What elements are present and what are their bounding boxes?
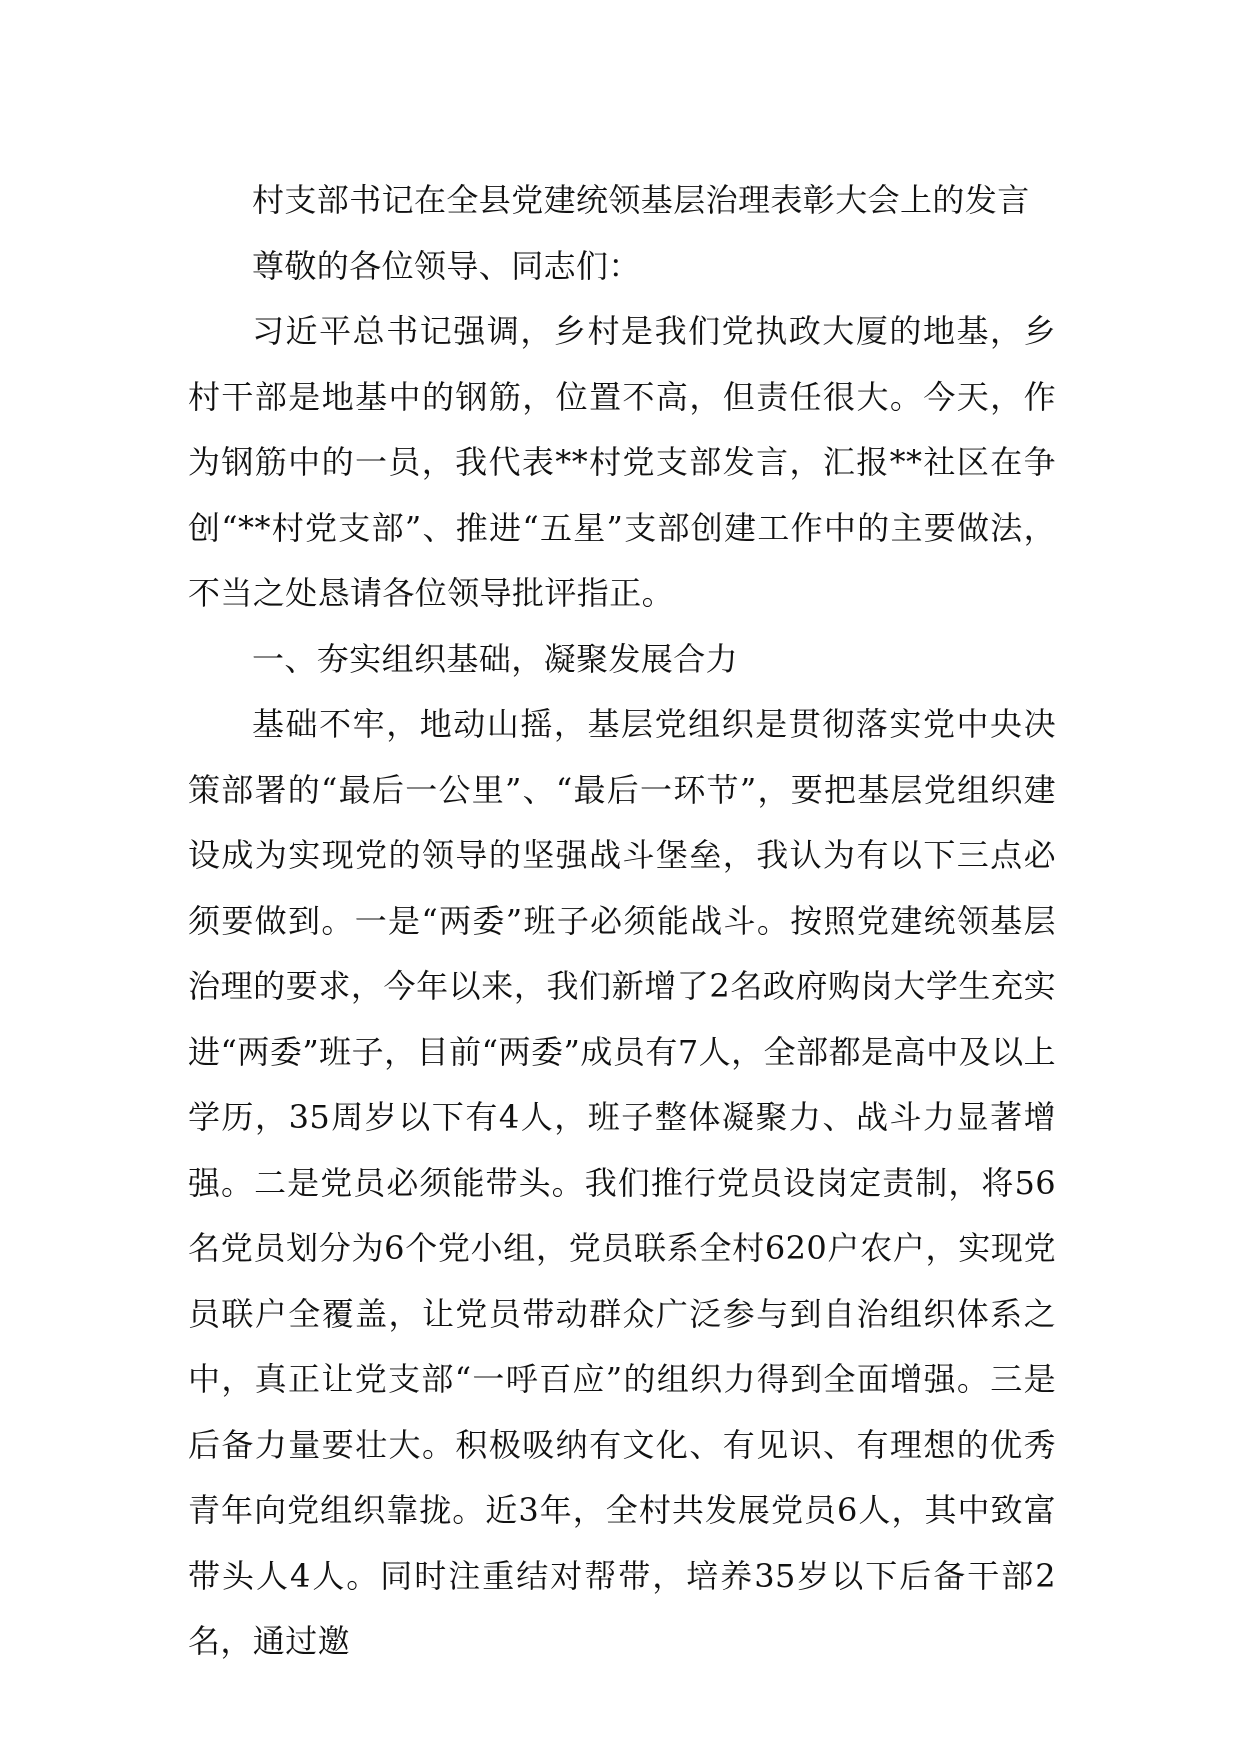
salutation: 尊敬的各位领导、同志们： — [252, 246, 641, 285]
document-body — [188, 168, 1056, 1675]
speech-title: 村支部书记在全县党建统领基层治理表彰大会上的发言 — [252, 181, 1030, 219]
paragraph-intro: 习近平总书记强调，乡村是我们党执政大厦的地基，乡村干部是地基中的钢筋，位置不高，但责任很大。今天，作为钢筋中的一员，我代表**村党支部发言，汇报**社区在争创“**村党支部”、推进“五星”支部创建工作中的主要做法，不当之处恳请各位领导批评指正。 — [188, 312, 1056, 612]
section-heading: 一、夯实组织基础，凝聚发展合力 — [252, 639, 739, 678]
paragraph-section-one: 基础不牢，地动山摇，基层党组织是贯彻落实党中央决策部署的“最后一公里”、“最后一环节”，要把基层党组织建设成为实现党的领导的坚强战斗堡垒，我认为有以下三点必须要做到。一是“两委”班子必须能战斗。按照党建统领基层治理的要求，今年以来，我们新增了2名政府购岗大学生充实进“两委”班子，目前“两委”成员有7人，全部都是高中及以上学历，35周岁以下有4人，班子整体凝聚力、战斗力显著增强。二是党员必须能带头。我们推行党员设岗定责制，将56名党员划分为6个党小组，党员联系全村620户农户，实现党员联户全覆盖，让党员带动群众广泛参与到自治组织体系之中，真正让党支部“一呼百应”的组织力得到全面增强。三是后备力量要壮大。积极吸纳有文化、有见识、有理想的优秀青年向党组织靠拢。近3年，全村共发展党员6人，其中致富带头人4人。同时注重结对帮带，培养35岁以下后备干部2名，通过邀 — [188, 705, 1056, 1660]
